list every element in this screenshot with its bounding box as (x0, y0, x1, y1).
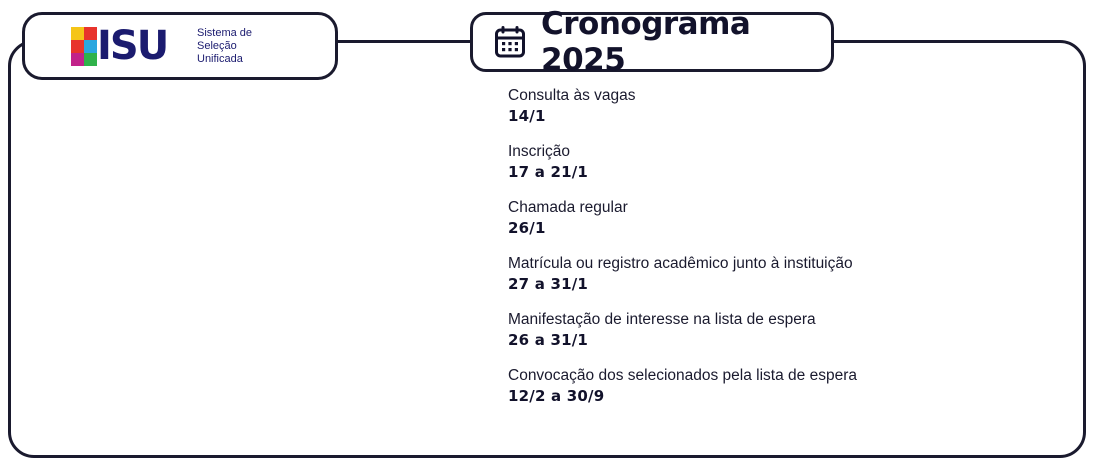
calendar-icon (495, 26, 525, 58)
schedule-item-label: Convocação dos selecionados pela lista de espera (508, 367, 857, 384)
sisu-subtitle-line-2: Seleção (197, 39, 237, 52)
schedule-item-date: 12/2 a 30/9 (508, 387, 605, 405)
schedule-list (508, 86, 1048, 422)
sisu-subtitle (197, 27, 252, 66)
page-title: Cronograma 2025 (541, 6, 751, 78)
list-item (508, 198, 1048, 238)
sisu-subtitle-line-3: Unificada (197, 52, 243, 65)
schedule-item-label: Matrícula ou registro acadêmico junto à instituição (508, 255, 853, 272)
schedule-item-date: 14/1 (508, 107, 546, 125)
list-item (508, 310, 1048, 350)
sisu-logo-mark (71, 25, 189, 67)
sisu-logo-tab (22, 12, 338, 80)
list-item (508, 366, 1048, 406)
schedule-item-label: Manifestação de interesse na lista de espera (508, 311, 816, 328)
schedule-item-label: Chamada regular (508, 199, 628, 216)
sisu-wordmark: ISU (97, 23, 168, 69)
schedule-item-label: Inscrição (508, 143, 571, 160)
schedule-item-date: 27 a 31/1 (508, 275, 589, 293)
list-item (508, 142, 1048, 182)
schedule-item-date: 17 a 21/1 (508, 163, 589, 181)
sisu-subtitle-line-1: Sistema de (197, 26, 253, 39)
sisu-logo (71, 24, 252, 68)
schedule-item-date: 26/1 (508, 219, 546, 237)
list-item (508, 254, 1048, 294)
schedule-item-label: Consulta às vagas (508, 87, 636, 104)
schedule-item-date: 26 a 31/1 (508, 331, 589, 349)
title-tab (470, 6, 834, 78)
list-item (508, 86, 1048, 126)
